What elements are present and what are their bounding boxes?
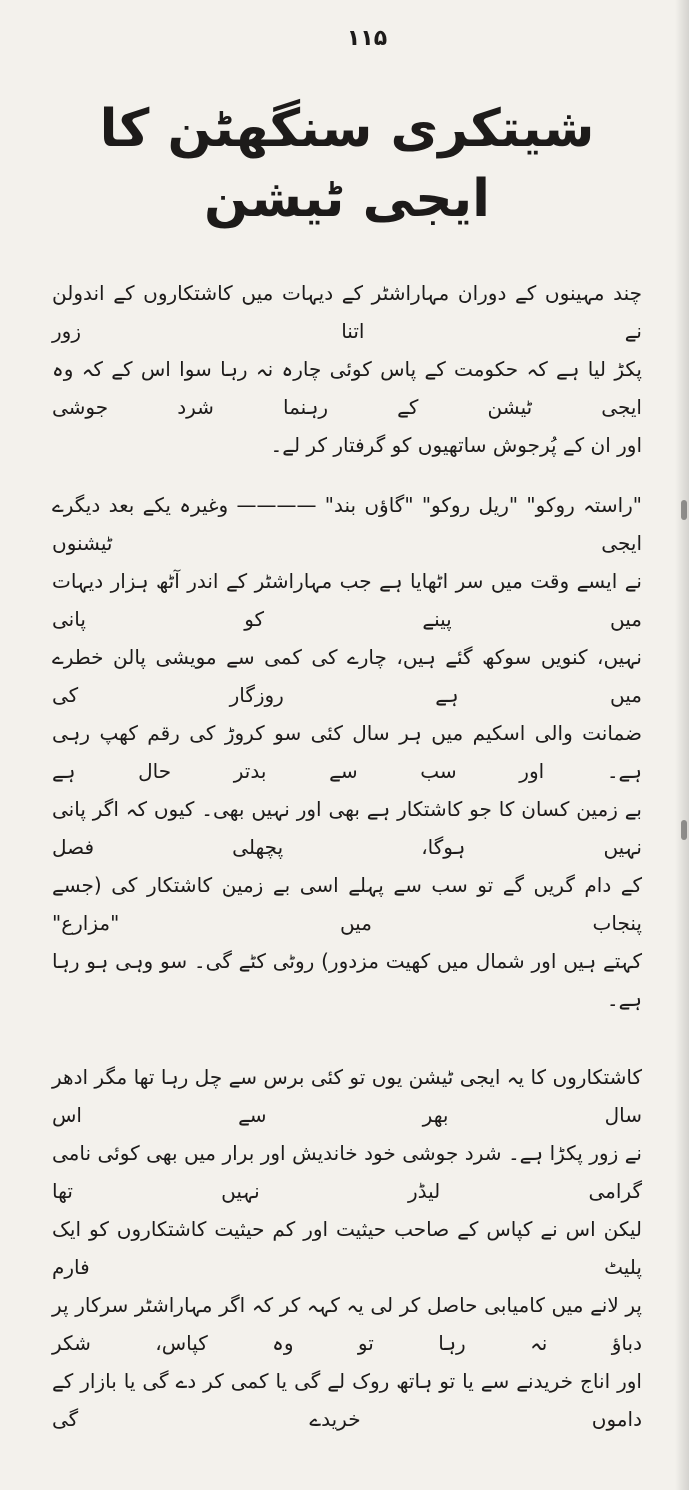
text-line: نے زور پکڑا ہے۔ شرد جوشی خود خاندیش اور برار میں بھی کوئی نامی گرامی لیڈر نہیں تھا [52,1141,642,1204]
text-line: نہیں، کنویں سوکھ گئے ہیں، چارے کی کمی سے مویشی پالن خطرے میں ہے روزگار کی [52,645,642,708]
text-line: کاشتکاروں کا یہ ایجی ٹیشن یوں تو کئی برس سے چل رہا تھا مگر ادھر سال بھر سے اس [52,1065,642,1128]
text-line: پر لانے میں کامیابی حاصل کر لی یہ کہہ کر کہ اگر مہاراشٹر سرکار پر دباؤ نہ رہا تو وہ کپاس، شکر [52,1293,642,1356]
text-line: کہتے ہیں اور شمال میں کھیت مزدور) روٹی کٹے گی۔ سو وہی ہو رہا ہے۔ [52,949,642,1012]
text-line: پکڑ لیا ہے کہ حکومت کے پاس کوئی چارہ نہ رہا سوا اس کے کہ وہ ایجی ٹیشن کے رہنما شرد جوشی [52,357,642,420]
text-line: اور اناج خریدنے سے یا تو ہاتھ روک لے گی یا کمی کر دے گی یا بازار کے داموں خریدے گی [52,1369,642,1432]
page-title: شیتکری سنگھٹن کا ایجی ٹیشن [99,99,595,230]
paragraph-2 [52,486,642,1018]
text-line: "راستہ روکو" "ریل روکو" "گاؤں بند" ———— وغیرہ یکے بعد دیگرے ایجی ٹیشنوں [52,493,642,556]
text-line: اور ان کے پُرجوش ساتھیوں کو گرفتار کر لے۔ [270,433,642,458]
page-number: ۱۱۵ [346,26,388,51]
text-line: نے ایسے وقت میں سر اٹھایا ہے جب مہاراشٹر کے اندر آٹھ ہزار دیہات میں پینے کو پانی [52,569,642,632]
text-line: چند مہینوں کے دوران مہاراشٹر کے دیہات میں کاشتکاروں کے اندولن نے اتنا زور [52,281,642,344]
text-line: ضمانت والی اسکیم میں ہر سال کئی سو کروڑ کی رقم کھپ رہی ہے۔ اور سب سے بدتر حال ہے [52,721,642,784]
paragraph-3 [52,1058,642,1438]
paragraph-1 [52,274,642,464]
text-line: بے زمین کسان کا جو کاشتکار ہے بھی اور نہیں بھی۔ کیوں کہ اگر پانی نہیں ہوگا، پچھلی فصل [52,797,642,860]
text-line: لیکن اس نے کپاس کے صاحب حیثیت اور کم حیثیت کاشتکاروں کو ایک پلیٹ فارم [52,1217,642,1280]
text-line: کے دام گریں گے تو سب سے پہلے اسی بے زمین کاشتکار کی (جسے پنجاب میں "مزارع" [52,873,642,936]
